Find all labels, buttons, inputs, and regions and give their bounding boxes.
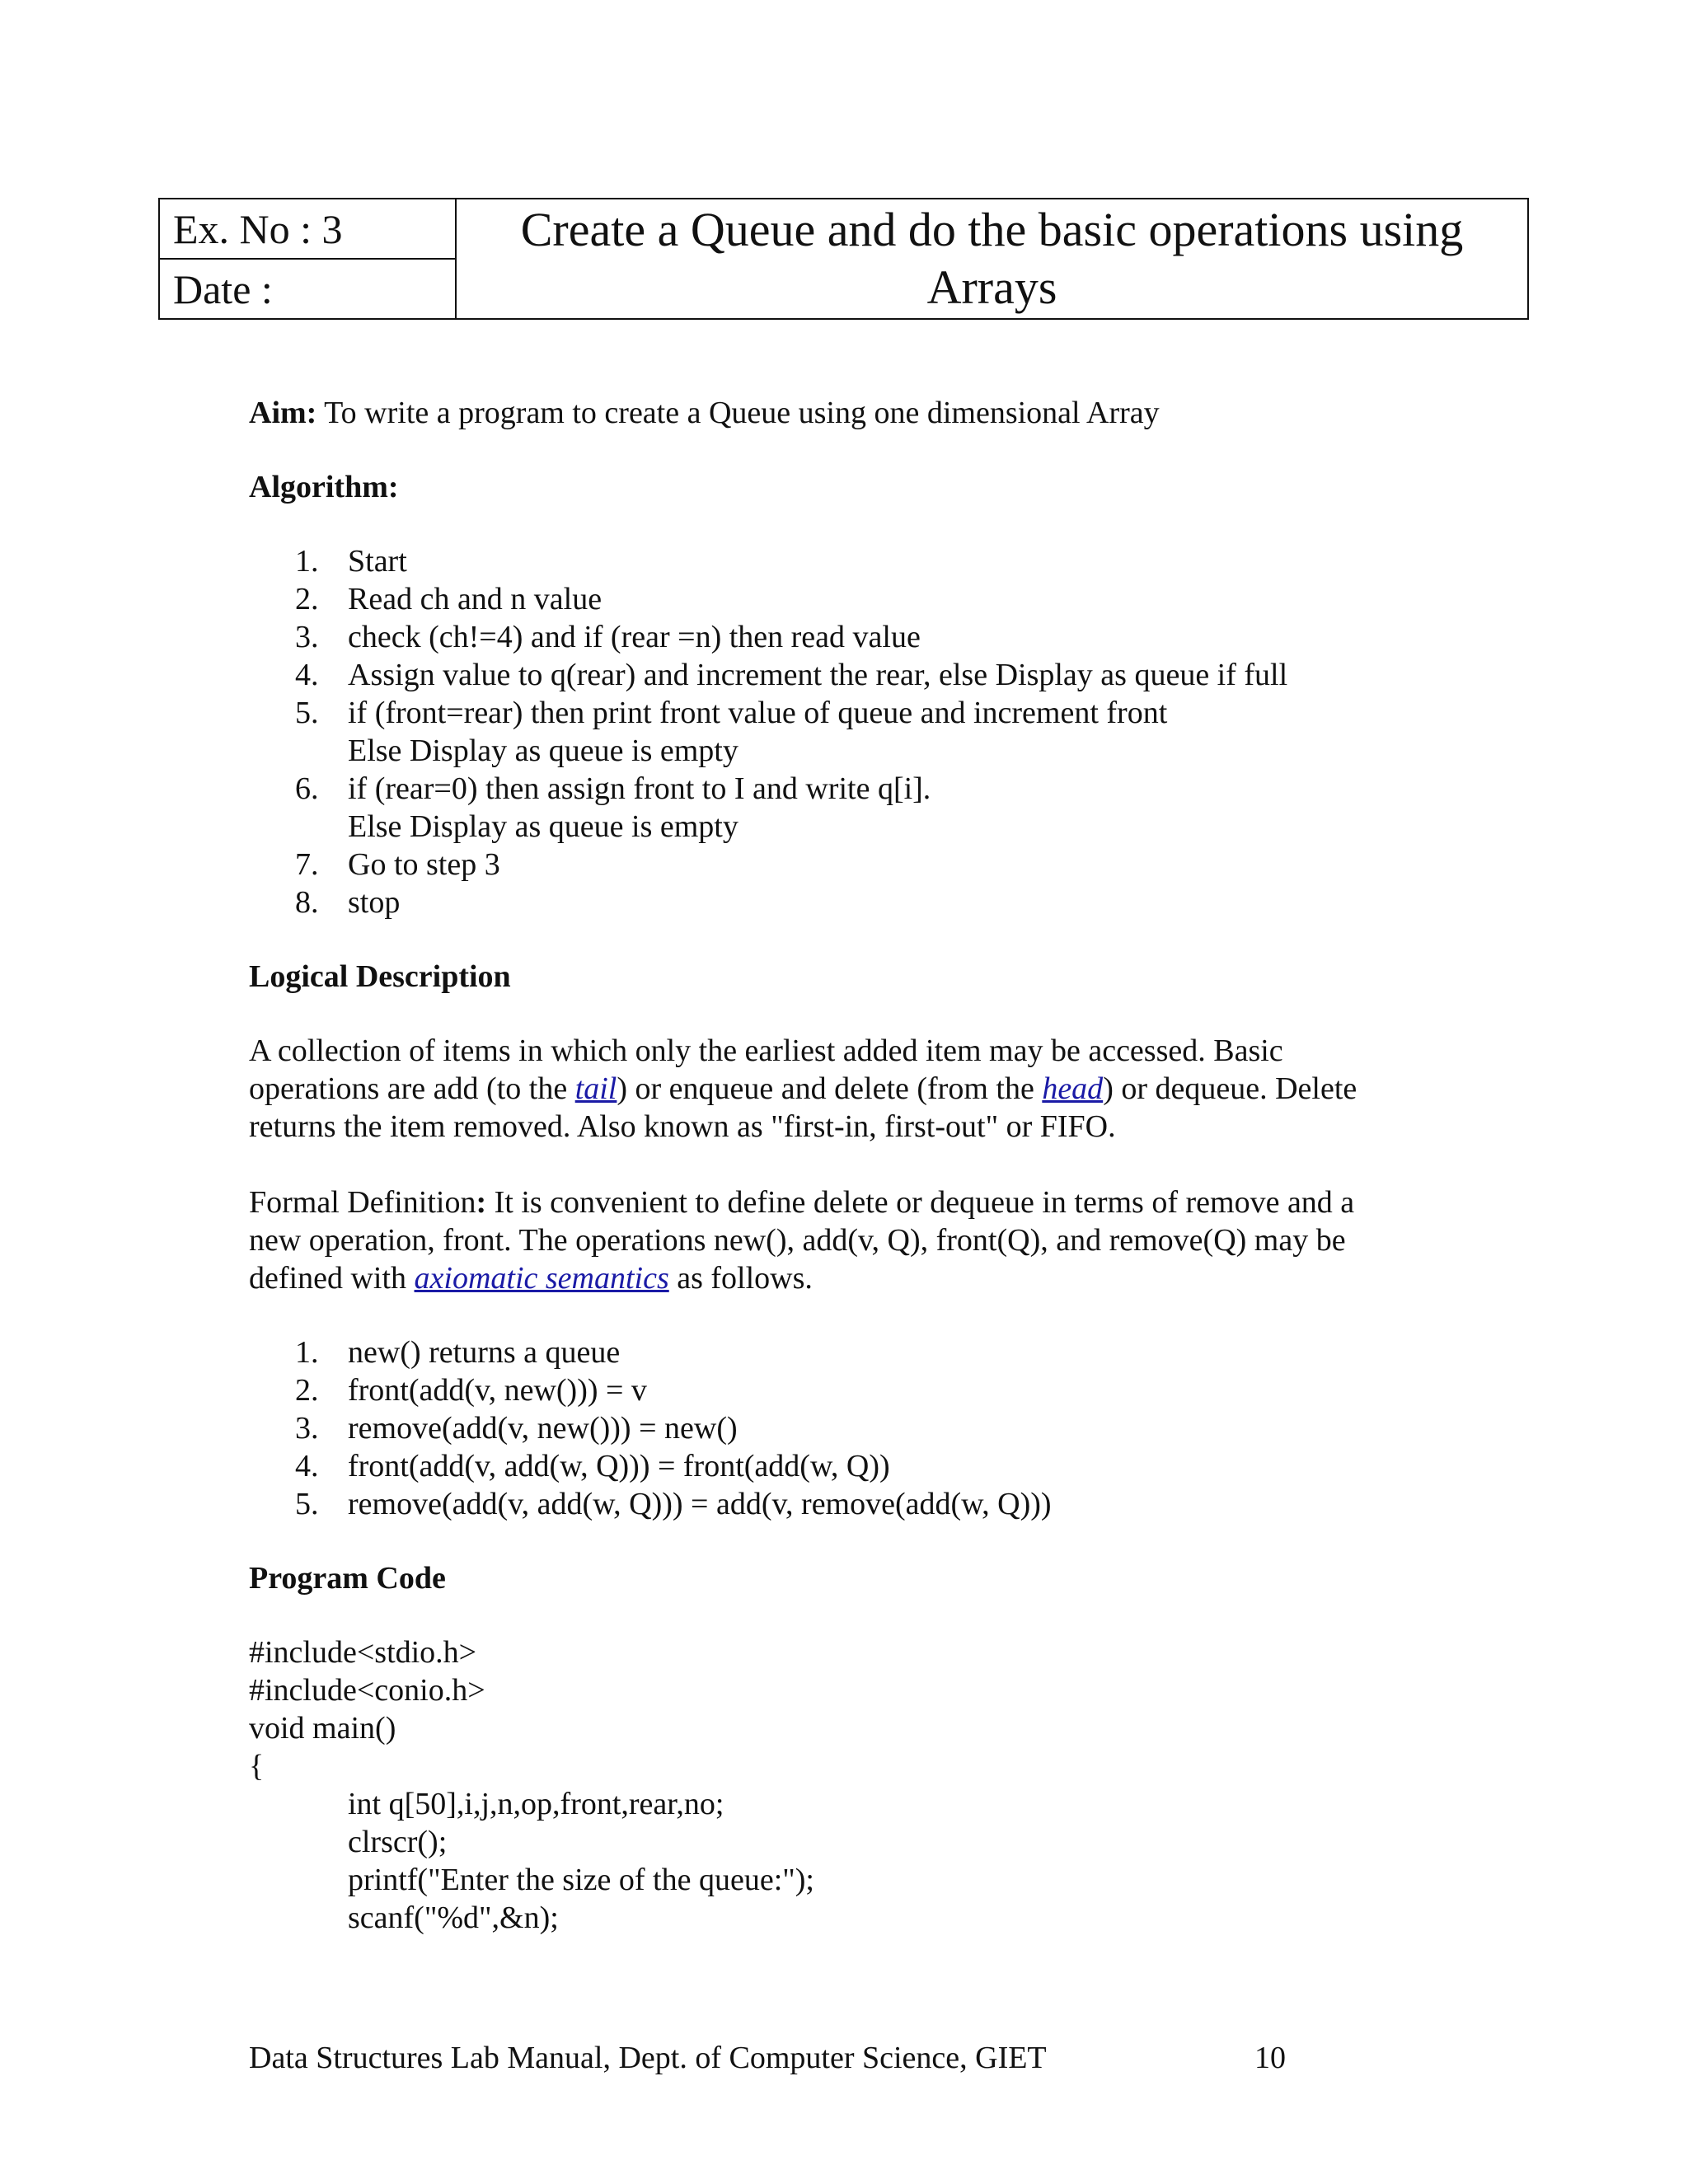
algorithm-steps-list (249, 542, 1452, 921)
logical-text-c: ) or dequeue. Delete (1103, 1071, 1357, 1106)
algorithm-step (249, 770, 1452, 808)
document-body (249, 394, 1452, 1937)
axiom-number: 2. (295, 1373, 319, 1408)
program-code-heading: Program Code (249, 1561, 446, 1596)
axiom-item (249, 1333, 1452, 1371)
axiom-list (249, 1333, 1452, 1523)
header-left-column (160, 199, 457, 318)
algorithm-step-number: 3. (295, 620, 319, 654)
axiom-item (249, 1447, 1452, 1485)
algorithm-step-number: 5. (295, 696, 319, 730)
code-line: void main() (249, 1711, 396, 1746)
algorithm-step-text: stop (348, 885, 401, 920)
algorithm-step-text: Start (348, 544, 407, 579)
logical-text-b: ) or enqueue and delete (from the (617, 1071, 1043, 1106)
algorithm-step (249, 618, 1452, 656)
formal-text-a: defined with (249, 1261, 415, 1296)
axiomatic-semantics-link[interactable]: axiomatic semantics (414, 1261, 669, 1296)
logical-description-line3: returns the item removed. Also known as "first-in, first-out" or FIFO. (249, 1109, 1116, 1144)
code-line: printf("Enter the size of the queue:"); (348, 1863, 814, 1897)
exercise-date: Date : (173, 265, 273, 312)
algorithm-heading: Algorithm: (249, 470, 399, 504)
program-code-block (249, 1633, 1452, 1937)
axiom-item (249, 1409, 1452, 1447)
axiom-text: front(add(v, add(w, Q))) = front(add(w, Q)) (348, 1449, 890, 1483)
algorithm-step-number: 1. (295, 544, 319, 579)
aim-paragraph (249, 394, 1452, 432)
axiom-text: remove(add(v, add(w, Q))) = add(v, remove(add(w, Q))) (348, 1487, 1052, 1521)
algorithm-step-text: if (front=rear) then print front value of queue and increment front (348, 696, 1168, 730)
algorithm-step-text: Else Display as queue is empty (348, 733, 738, 768)
algorithm-step-text: if (rear=0) then assign front to I and write q[i]. (348, 771, 931, 806)
logical-description-line2 (249, 1070, 1452, 1108)
axiom-text: new() returns a queue (348, 1335, 621, 1370)
axiom-number: 1. (295, 1335, 319, 1370)
algorithm-step (249, 542, 1452, 580)
formal-label: Formal Definition (249, 1185, 476, 1220)
formal-text-b: as follows. (668, 1261, 813, 1296)
footer-text: Data Structures Lab Manual, Dept. of Computer Science, GIET (249, 2041, 1047, 2075)
code-line: #include<conio.h> (249, 1673, 485, 1708)
algorithm-step (249, 656, 1452, 694)
axiom-text: remove(add(v, new())) = new() (348, 1411, 738, 1446)
algorithm-step-number: 2. (295, 582, 319, 616)
exercise-header-table (158, 198, 1529, 320)
axiom-item (249, 1371, 1452, 1409)
code-line: #include<stdio.h> (249, 1635, 477, 1670)
exercise-title-line1: Create a Queue and do the basic operations using (520, 203, 1464, 256)
aim-text: To write a program to create a Queue using one dimensional Array (316, 396, 1160, 430)
tail-link[interactable]: tail (574, 1071, 617, 1106)
algorithm-step-number: 6. (295, 771, 319, 806)
code-line: scanf("%d",&n); (348, 1900, 559, 1935)
logical-text-a: operations are add (to the (249, 1071, 575, 1106)
aim-label: Aim: (249, 396, 317, 430)
exercise-title (457, 199, 1527, 318)
formal-colon: : (476, 1185, 487, 1220)
algorithm-step-number: 8. (295, 885, 319, 920)
algorithm-step-number: 7. (295, 847, 319, 882)
formal-definition-line2: new operation, front. The operations new(), add(v, Q), front(Q), and remove(Q) may be (249, 1223, 1346, 1258)
axiom-text: front(add(v, new())) = v (348, 1373, 647, 1408)
algorithm-step-continuation (249, 732, 1452, 770)
code-line: int q[50],i,j,n,op,front,rear,no; (348, 1787, 724, 1821)
axiom-number: 4. (295, 1449, 319, 1483)
page-footer (249, 2039, 1403, 2077)
exercise-number: Ex. No : 3 (160, 199, 455, 260)
algorithm-step (249, 580, 1452, 618)
page-number: 10 (1254, 2041, 1286, 2075)
code-line: { (249, 1749, 265, 1783)
algorithm-step (249, 883, 1452, 921)
formal-definition-line1 (249, 1183, 1452, 1221)
algorithm-step (249, 694, 1452, 732)
algorithm-step-text: Go to step 3 (348, 847, 500, 882)
head-link[interactable]: head (1042, 1071, 1104, 1106)
algorithm-step-continuation (249, 808, 1452, 846)
algorithm-step-text: Else Display as queue is empty (348, 809, 738, 844)
logical-description-line1: A collection of items in which only the earliest added item may be accessed. Basic (249, 1033, 1283, 1068)
algorithm-step (249, 846, 1452, 883)
algorithm-step-text: Assign value to q(rear) and increment the rear, else Display as queue if full (348, 658, 1288, 692)
exercise-title-line2: Arrays (926, 260, 1057, 314)
axiom-item (249, 1485, 1452, 1523)
code-line: clrscr(); (348, 1825, 448, 1859)
axiom-number: 3. (295, 1411, 319, 1446)
algorithm-step-text: Read ch and n value (348, 582, 603, 616)
algorithm-step-number: 4. (295, 658, 319, 692)
formal-definition-line3 (249, 1259, 1452, 1297)
algorithm-step-text: check (ch!=4) and if (rear =n) then read value (348, 620, 921, 654)
axiom-number: 5. (295, 1487, 319, 1521)
formal-text-rest: It is convenient to define delete or dequeue in terms of remove and a (486, 1185, 1355, 1220)
logical-description-heading: Logical Description (249, 959, 511, 994)
